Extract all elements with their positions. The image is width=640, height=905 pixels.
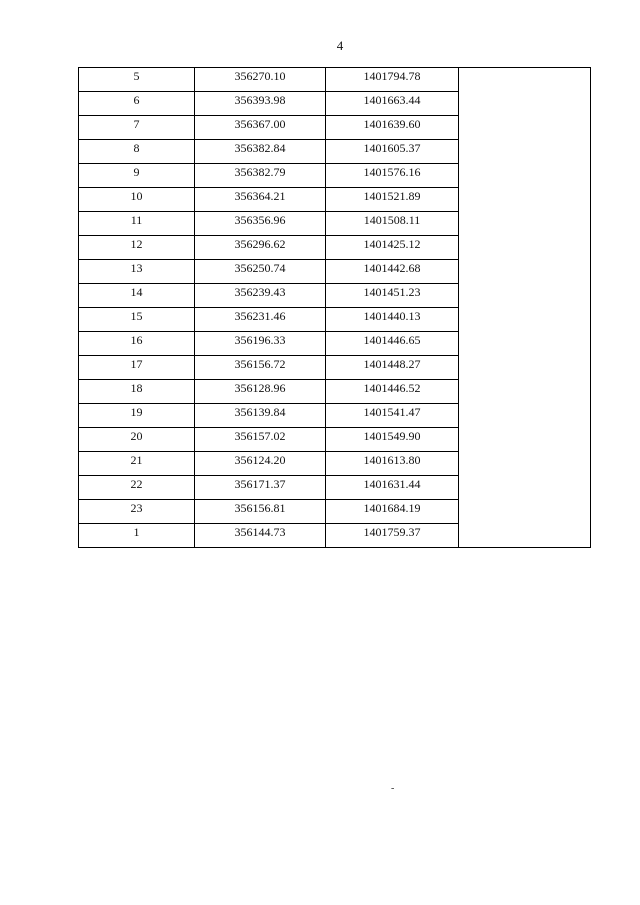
- y-coordinate-cell: 1401613.80: [326, 452, 459, 476]
- x-coordinate-cell: 356270.10: [195, 68, 326, 92]
- point-number-cell: 15: [79, 308, 195, 332]
- point-number-cell: 16: [79, 332, 195, 356]
- point-number-cell: 11: [79, 212, 195, 236]
- point-number-cell: 13: [79, 260, 195, 284]
- point-number-cell: 10: [79, 188, 195, 212]
- point-number-cell: 12: [79, 236, 195, 260]
- y-coordinate-cell: 1401521.89: [326, 188, 459, 212]
- point-number-cell: 21: [79, 452, 195, 476]
- table-row: [79, 68, 591, 92]
- y-coordinate-cell: 1401631.44: [326, 476, 459, 500]
- x-coordinate-cell: 356231.46: [195, 308, 326, 332]
- point-number-cell: 5: [79, 68, 195, 92]
- y-coordinate-cell: 1401446.65: [326, 332, 459, 356]
- point-number-cell: 14: [79, 284, 195, 308]
- y-coordinate-cell: 1401684.19: [326, 500, 459, 524]
- x-coordinate-cell: 356144.73: [195, 524, 326, 548]
- y-coordinate-cell: 1401759.37: [326, 524, 459, 548]
- y-coordinate-cell: 1401576.16: [326, 164, 459, 188]
- x-coordinate-cell: 356171.37: [195, 476, 326, 500]
- y-coordinate-cell: 1401794.78: [326, 68, 459, 92]
- y-coordinate-cell: 1401425.12: [326, 236, 459, 260]
- x-coordinate-cell: 356393.98: [195, 92, 326, 116]
- point-number-cell: 9: [79, 164, 195, 188]
- y-coordinate-cell: 1401448.27: [326, 356, 459, 380]
- y-coordinate-cell: 1401440.13: [326, 308, 459, 332]
- y-coordinate-cell: 1401442.68: [326, 260, 459, 284]
- y-coordinate-cell: 1401549.90: [326, 428, 459, 452]
- x-coordinate-cell: 356139.84: [195, 404, 326, 428]
- y-coordinate-cell: 1401639.60: [326, 116, 459, 140]
- x-coordinate-cell: 356364.21: [195, 188, 326, 212]
- point-number-cell: 6: [79, 92, 195, 116]
- x-coordinate-cell: 356356.96: [195, 212, 326, 236]
- x-coordinate-cell: 356239.43: [195, 284, 326, 308]
- empty-merged-cell: [459, 68, 591, 548]
- x-coordinate-cell: 356128.96: [195, 380, 326, 404]
- x-coordinate-cell: 356382.84: [195, 140, 326, 164]
- point-number-cell: 19: [79, 404, 195, 428]
- stray-mark: -: [391, 783, 395, 794]
- y-coordinate-cell: 1401541.47: [326, 404, 459, 428]
- page-number: 4: [336, 38, 344, 53]
- point-number-cell: 7: [79, 116, 195, 140]
- y-coordinate-cell: 1401451.23: [326, 284, 459, 308]
- x-coordinate-cell: 356382.79: [195, 164, 326, 188]
- coordinates-table: [78, 67, 591, 548]
- x-coordinate-cell: 356250.74: [195, 260, 326, 284]
- y-coordinate-cell: 1401446.52: [326, 380, 459, 404]
- y-coordinate-cell: 1401663.44: [326, 92, 459, 116]
- x-coordinate-cell: 356156.81: [195, 500, 326, 524]
- coordinates-table-body: [79, 68, 591, 548]
- x-coordinate-cell: 356296.62: [195, 236, 326, 260]
- point-number-cell: 18: [79, 380, 195, 404]
- y-coordinate-cell: 1401605.37: [326, 140, 459, 164]
- point-number-cell: 20: [79, 428, 195, 452]
- point-number-cell: 22: [79, 476, 195, 500]
- point-number-cell: 8: [79, 140, 195, 164]
- x-coordinate-cell: 356156.72: [195, 356, 326, 380]
- x-coordinate-cell: 356196.33: [195, 332, 326, 356]
- point-number-cell: 23: [79, 500, 195, 524]
- x-coordinate-cell: 356367.00: [195, 116, 326, 140]
- point-number-cell: 1: [79, 524, 195, 548]
- point-number-cell: 17: [79, 356, 195, 380]
- y-coordinate-cell: 1401508.11: [326, 212, 459, 236]
- x-coordinate-cell: 356124.20: [195, 452, 326, 476]
- x-coordinate-cell: 356157.02: [195, 428, 326, 452]
